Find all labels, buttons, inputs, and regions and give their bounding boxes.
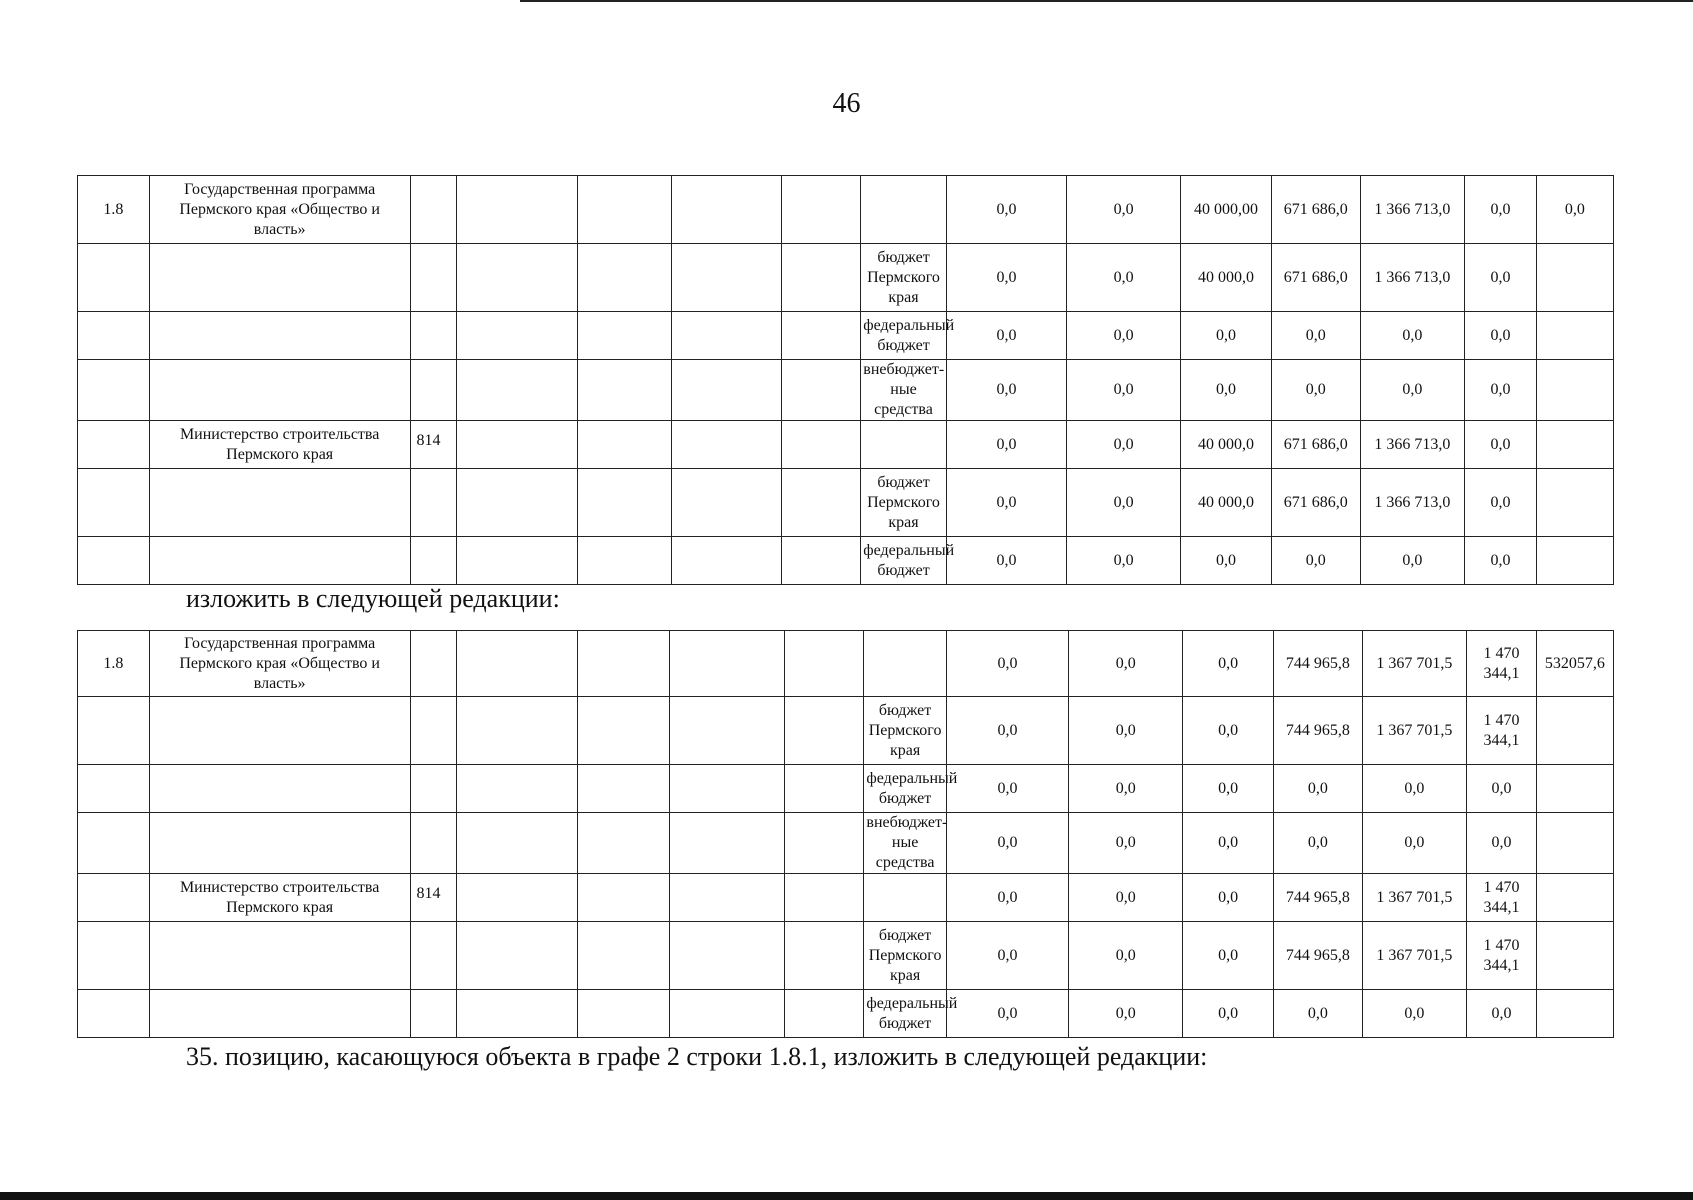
empty-cell — [578, 765, 670, 813]
value-cell: 0,0 — [1465, 469, 1537, 537]
value-cell: 0,0 — [1183, 631, 1274, 697]
value-cell: 0,0 — [1360, 537, 1465, 585]
value-cell: 0,0 — [1467, 990, 1537, 1038]
name-cell — [149, 537, 410, 585]
value-cell: 0,0 — [946, 360, 1066, 421]
source-cell — [864, 631, 946, 697]
table-row — [78, 421, 1614, 469]
empty-cell — [670, 631, 785, 697]
source-cell: федеральный бюджет — [864, 990, 946, 1038]
code-cell — [410, 176, 456, 244]
value-cell: 1 470 344,1 — [1467, 697, 1537, 765]
empty-cell — [578, 244, 672, 312]
table-row — [78, 537, 1614, 585]
empty-cell — [578, 874, 670, 922]
value-cell: 0,0 — [1067, 176, 1181, 244]
value-cell — [1536, 922, 1613, 990]
name-cell — [149, 697, 410, 765]
value-cell: 671 686,0 — [1271, 469, 1360, 537]
table-row — [78, 312, 1614, 360]
empty-cell — [670, 765, 785, 813]
value-cell: 40 000,00 — [1181, 176, 1272, 244]
empty-cell — [456, 360, 577, 421]
value-cell: 744 965,8 — [1273, 697, 1362, 765]
code-cell — [410, 765, 456, 813]
empty-cell — [578, 631, 670, 697]
value-cell: 0,0 — [1067, 421, 1181, 469]
table-row — [78, 244, 1614, 312]
budget-table-after — [77, 630, 1614, 1038]
value-cell: 0,0 — [1465, 312, 1537, 360]
value-cell: 0,0 — [1069, 631, 1183, 697]
row-number-cell — [78, 244, 150, 312]
empty-cell — [785, 874, 864, 922]
value-cell: 0,0 — [1067, 469, 1181, 537]
value-cell: 0,0 — [1069, 990, 1183, 1038]
value-cell: 0,0 — [1273, 813, 1362, 874]
value-cell: 0,0 — [1183, 922, 1274, 990]
source-cell — [864, 874, 946, 922]
empty-cell — [456, 765, 577, 813]
value-cell: 0,0 — [1067, 360, 1181, 421]
value-cell: 0,0 — [946, 813, 1068, 874]
row-number-cell: 1.8 — [78, 176, 150, 244]
empty-cell — [670, 813, 785, 874]
code-cell — [410, 697, 456, 765]
empty-cell — [578, 537, 672, 585]
value-cell: 0,0 — [946, 990, 1068, 1038]
value-cell: 671 686,0 — [1271, 421, 1360, 469]
empty-cell — [456, 421, 577, 469]
empty-cell — [578, 176, 672, 244]
source-cell — [861, 421, 947, 469]
empty-cell — [672, 244, 782, 312]
empty-cell — [670, 922, 785, 990]
name-cell: Государственная программа Пермского края «Общество и власть» — [149, 176, 410, 244]
empty-cell — [456, 922, 577, 990]
empty-cell — [456, 697, 577, 765]
value-cell — [1536, 874, 1613, 922]
value-cell: 0,0 — [1465, 537, 1537, 585]
value-cell: 1 367 701,5 — [1362, 874, 1467, 922]
empty-cell — [672, 537, 782, 585]
table-row — [78, 360, 1614, 421]
row-number-cell — [78, 922, 150, 990]
code-cell — [410, 360, 456, 421]
value-cell: 671 686,0 — [1271, 244, 1360, 312]
empty-cell — [670, 990, 785, 1038]
empty-cell — [785, 765, 864, 813]
value-cell: 744 965,8 — [1273, 874, 1362, 922]
empty-cell — [578, 697, 670, 765]
value-cell: 0,0 — [1360, 312, 1465, 360]
value-cell: 0,0 — [1183, 765, 1274, 813]
empty-cell — [456, 631, 577, 697]
value-cell: 0,0 — [946, 421, 1066, 469]
code-cell — [410, 312, 456, 360]
value-cell: 744 965,8 — [1273, 922, 1362, 990]
value-cell: 532057,6 — [1536, 631, 1613, 697]
value-cell: 0,0 — [1069, 922, 1183, 990]
value-cell: 1 367 701,5 — [1362, 922, 1467, 990]
value-cell: 671 686,0 — [1271, 176, 1360, 244]
empty-cell — [456, 176, 577, 244]
row-number-cell — [78, 697, 150, 765]
value-cell: 0,0 — [1360, 360, 1465, 421]
value-cell: 1 470 344,1 — [1467, 922, 1537, 990]
empty-cell — [672, 312, 782, 360]
value-cell — [1536, 537, 1613, 585]
value-cell: 0,0 — [1181, 312, 1272, 360]
value-cell: 0,0 — [946, 312, 1066, 360]
value-cell: 0,0 — [1183, 990, 1274, 1038]
value-cell: 0,0 — [946, 697, 1068, 765]
empty-cell — [578, 922, 670, 990]
value-cell — [1536, 312, 1613, 360]
value-cell: 0,0 — [1181, 360, 1272, 421]
row-number-cell — [78, 874, 150, 922]
row-number-cell — [78, 421, 150, 469]
code-cell: 814 — [410, 421, 456, 469]
empty-cell — [782, 244, 861, 312]
empty-cell — [578, 469, 672, 537]
empty-cell — [782, 360, 861, 421]
value-cell: 0,0 — [1183, 874, 1274, 922]
empty-cell — [785, 990, 864, 1038]
empty-cell — [785, 697, 864, 765]
value-cell: 1 367 701,5 — [1362, 631, 1467, 697]
value-cell — [1536, 469, 1613, 537]
table-row — [78, 765, 1614, 813]
empty-cell — [578, 421, 672, 469]
code-cell — [410, 922, 456, 990]
empty-cell — [672, 176, 782, 244]
empty-cell — [782, 176, 861, 244]
empty-cell — [785, 922, 864, 990]
empty-cell — [456, 537, 577, 585]
value-cell: 0,0 — [1465, 360, 1537, 421]
code-cell — [410, 244, 456, 312]
value-cell: 1 367 701,5 — [1362, 697, 1467, 765]
name-cell — [149, 312, 410, 360]
budget-table-before — [77, 175, 1614, 585]
name-cell — [149, 922, 410, 990]
source-cell: бюджет Пермского края — [864, 922, 946, 990]
value-cell: 0,0 — [1067, 244, 1181, 312]
value-cell: 0,0 — [1362, 990, 1467, 1038]
value-cell: 0,0 — [1362, 813, 1467, 874]
row-number-cell — [78, 360, 150, 421]
empty-cell — [578, 360, 672, 421]
code-cell — [410, 631, 456, 697]
value-cell: 0,0 — [1183, 697, 1274, 765]
table-row — [78, 631, 1614, 697]
name-cell: Государственная программа Пермского края «Общество и власть» — [149, 631, 410, 697]
table-row — [78, 697, 1614, 765]
value-cell — [1536, 990, 1613, 1038]
value-cell: 744 965,8 — [1273, 631, 1362, 697]
code-cell — [410, 813, 456, 874]
empty-cell — [456, 312, 577, 360]
source-cell — [861, 176, 947, 244]
value-cell — [1536, 813, 1613, 874]
source-cell: федеральный бюджет — [861, 537, 947, 585]
value-cell: 0,0 — [1069, 813, 1183, 874]
value-cell — [1536, 244, 1613, 312]
name-cell: Министерство строительства Пермского края — [149, 874, 410, 922]
value-cell: 40 000,0 — [1181, 421, 1272, 469]
row-number-cell — [78, 813, 150, 874]
table-row — [78, 874, 1614, 922]
table-row — [78, 813, 1614, 874]
value-cell: 40 000,0 — [1181, 244, 1272, 312]
page-top-edge — [520, 0, 1693, 2]
name-cell — [149, 469, 410, 537]
empty-cell — [578, 312, 672, 360]
empty-cell — [456, 990, 577, 1038]
empty-cell — [785, 631, 864, 697]
value-cell: 0,0 — [946, 922, 1068, 990]
page-bottom-edge — [0, 1192, 1693, 1200]
name-cell — [149, 765, 410, 813]
source-cell: внебюджет-ные средства — [864, 813, 946, 874]
name-cell — [149, 990, 410, 1038]
row-number-cell — [78, 537, 150, 585]
value-cell: 0,0 — [1069, 697, 1183, 765]
source-cell: федеральный бюджет — [864, 765, 946, 813]
value-cell: 0,0 — [1067, 312, 1181, 360]
code-cell — [410, 537, 456, 585]
value-cell — [1536, 697, 1613, 765]
value-cell — [1536, 360, 1613, 421]
empty-cell — [672, 360, 782, 421]
row-number-cell — [78, 765, 150, 813]
value-cell: 0,0 — [946, 176, 1066, 244]
empty-cell — [672, 421, 782, 469]
code-cell — [410, 469, 456, 537]
value-cell: 1 366 713,0 — [1360, 469, 1465, 537]
source-cell: внебюджет-ные средства — [861, 360, 947, 421]
value-cell: 0,0 — [946, 631, 1068, 697]
value-cell: 0,0 — [1271, 537, 1360, 585]
value-cell: 0,0 — [946, 469, 1066, 537]
code-cell — [410, 990, 456, 1038]
source-cell: бюджет Пермского края — [861, 244, 947, 312]
name-cell — [149, 244, 410, 312]
value-cell: 0,0 — [946, 874, 1068, 922]
caption-after-first-table: изложить в следующей редакции: — [186, 584, 560, 613]
value-cell: 0,0 — [1465, 421, 1537, 469]
row-number-cell: 1.8 — [78, 631, 150, 697]
name-cell: Министерство строительства Пермского края — [149, 421, 410, 469]
empty-cell — [672, 469, 782, 537]
value-cell: 0,0 — [946, 765, 1068, 813]
table-row — [78, 469, 1614, 537]
value-cell: 0,0 — [1465, 244, 1537, 312]
value-cell: 0,0 — [1183, 813, 1274, 874]
source-cell: федеральный бюджет — [861, 312, 947, 360]
value-cell: 0,0 — [1467, 813, 1537, 874]
table-row — [78, 922, 1614, 990]
value-cell: 1 470 344,1 — [1467, 874, 1537, 922]
value-cell: 0,0 — [1069, 765, 1183, 813]
code-cell: 814 — [410, 874, 456, 922]
page-number: 46 — [832, 88, 861, 119]
value-cell: 0,0 — [1273, 765, 1362, 813]
value-cell: 0,0 — [1069, 874, 1183, 922]
empty-cell — [456, 244, 577, 312]
row-number-cell — [78, 312, 150, 360]
value-cell: 0,0 — [1467, 765, 1537, 813]
name-cell — [149, 813, 410, 874]
value-cell: 0,0 — [1271, 360, 1360, 421]
empty-cell — [578, 990, 670, 1038]
value-cell: 1 366 713,0 — [1360, 244, 1465, 312]
empty-cell — [670, 697, 785, 765]
source-cell: бюджет Пермского края — [861, 469, 947, 537]
row-number-cell — [78, 990, 150, 1038]
value-cell: 0,0 — [1536, 176, 1613, 244]
table-row — [78, 990, 1614, 1038]
empty-cell — [456, 469, 577, 537]
value-cell: 1 366 713,0 — [1360, 176, 1465, 244]
value-cell: 0,0 — [1067, 537, 1181, 585]
empty-cell — [782, 469, 861, 537]
value-cell: 1 366 713,0 — [1360, 421, 1465, 469]
table-row — [78, 176, 1614, 244]
value-cell: 0,0 — [1181, 537, 1272, 585]
empty-cell — [782, 537, 861, 585]
value-cell: 1 470 344,1 — [1467, 631, 1537, 697]
name-cell — [149, 360, 410, 421]
empty-cell — [782, 312, 861, 360]
value-cell: 0,0 — [1362, 765, 1467, 813]
value-cell: 0,0 — [946, 244, 1066, 312]
value-cell: 40 000,0 — [1181, 469, 1272, 537]
value-cell — [1536, 421, 1613, 469]
empty-cell — [785, 813, 864, 874]
row-number-cell — [78, 469, 150, 537]
empty-cell — [456, 874, 577, 922]
empty-cell — [578, 813, 670, 874]
value-cell: 0,0 — [1273, 990, 1362, 1038]
empty-cell — [782, 421, 861, 469]
value-cell — [1536, 765, 1613, 813]
empty-cell — [670, 874, 785, 922]
value-cell: 0,0 — [946, 537, 1066, 585]
source-cell: бюджет Пермского края — [864, 697, 946, 765]
caption-bottom: 35. позицию, касающуюся объекта в графе 2 строки 1.8.1, изложить в следующей редакции: — [186, 1042, 1208, 1071]
empty-cell — [456, 813, 577, 874]
value-cell: 0,0 — [1271, 312, 1360, 360]
value-cell: 0,0 — [1465, 176, 1537, 244]
